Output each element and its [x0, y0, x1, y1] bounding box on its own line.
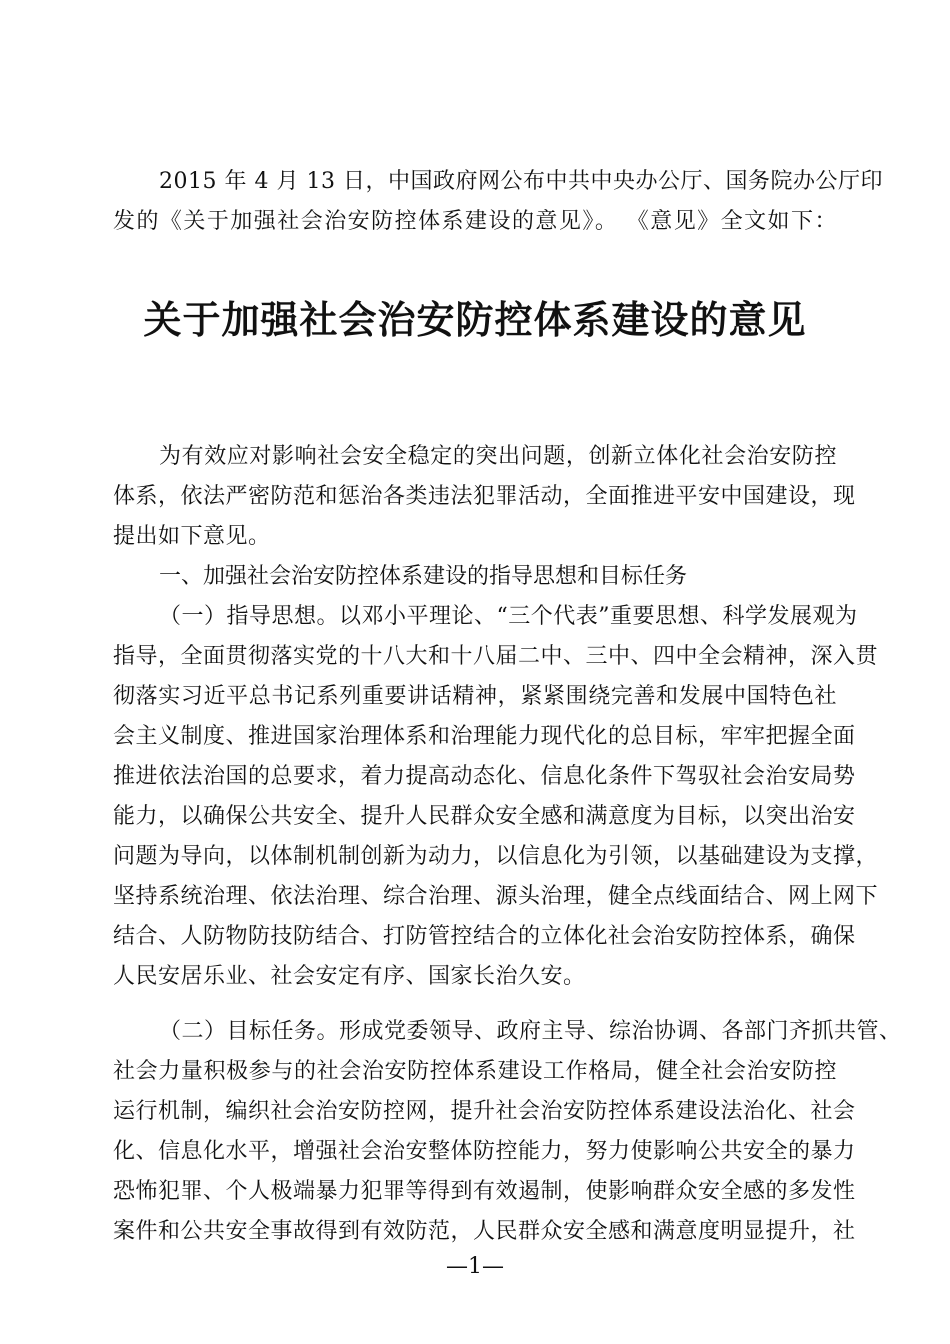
- intro-line-2: 发的《关于加强社会治安防控体系建设的意见》。 《意见》全文如下：: [113, 209, 837, 234]
- para2-line-6: 案件和公共安全事故得到有效防范，人民群众安全感和满意度明显提升，社: [113, 1219, 856, 1244]
- preamble-line-2: 体系，依法严密防范和惩治各类违法犯罪活动，全面推进平安中国建设，现: [113, 484, 856, 509]
- para1-line-3: 彻落实习近平总书记系列重要讲话精神，紧紧围绕完善和发展中国特色社: [113, 684, 837, 709]
- page-number: —1—: [446, 1254, 504, 1279]
- document-title: 关于加强社会治安防控体系建设的意见: [143, 297, 807, 342]
- para2-line-4: 化、信息化水平，增强社会治安整体防控能力，努力使影响公共安全的暴力: [113, 1139, 856, 1164]
- para1-line-6: 能力，以确保公共安全、提升人民群众安全感和满意度为目标，以突出治安: [113, 804, 856, 829]
- section-heading-1: 一、加强社会治安防控体系建设的指导思想和目标任务: [159, 564, 688, 589]
- para1-line-10: 人民安居乐业、社会安定有序、国家长治久安。: [113, 964, 586, 989]
- para1-line-2: 指导，全面贯彻落实党的十八大和十八届二中、三中、四中全会精神，深入贯: [113, 644, 879, 669]
- para1-line-1: （一）指导思想。以邓小平理论、“三个代表”重要思想、科学发展观为: [159, 604, 858, 629]
- preamble-line-3: 提出如下意见。: [113, 524, 271, 549]
- para1-line-9: 结合、人防物防技防结合、打防管控结合的立体化社会治安防控体系，确保: [113, 924, 856, 949]
- para2-line-2: 社会力量积极参与的社会治安防控体系建设工作格局，健全社会治安防控: [113, 1059, 837, 1084]
- para2-line-5: 恐怖犯罪、个人极端暴力犯罪等得到有效遏制，使影响群众安全感的多发性: [113, 1179, 856, 1204]
- para2-line-3: 运行机制，编织社会治安防控网，提升社会治安防控体系建设法治化、社会: [113, 1099, 856, 1124]
- para1-line-4: 会主义制度、推进国家治理体系和治理能力现代化的总目标，牢牢把握全面: [113, 724, 856, 749]
- para2-line-1: （二）目标任务。形成党委领导、政府主导、综治协调、各部门齐抓共管、: [159, 1019, 902, 1044]
- para1-line-8: 坚持系统治理、依法治理、综合治理、源头治理，健全点线面结合、网上网下: [113, 884, 879, 909]
- para1-line-5: 推进依法治国的总要求，着力提高动态化、信息化条件下驾驭社会治安局势: [113, 764, 856, 789]
- intro-line-1: 2015 年 4 月 13 日，中国政府网公布中共中央办公厅、国务院办公厅印: [159, 169, 883, 194]
- para1-line-7: 问题为导向，以体制机制创新为动力，以信息化为引领，以基础建设为支撑，: [113, 844, 879, 869]
- preamble-line-1: 为有效应对影响社会安全稳定的突出问题，创新立体化社会治安防控: [159, 444, 837, 469]
